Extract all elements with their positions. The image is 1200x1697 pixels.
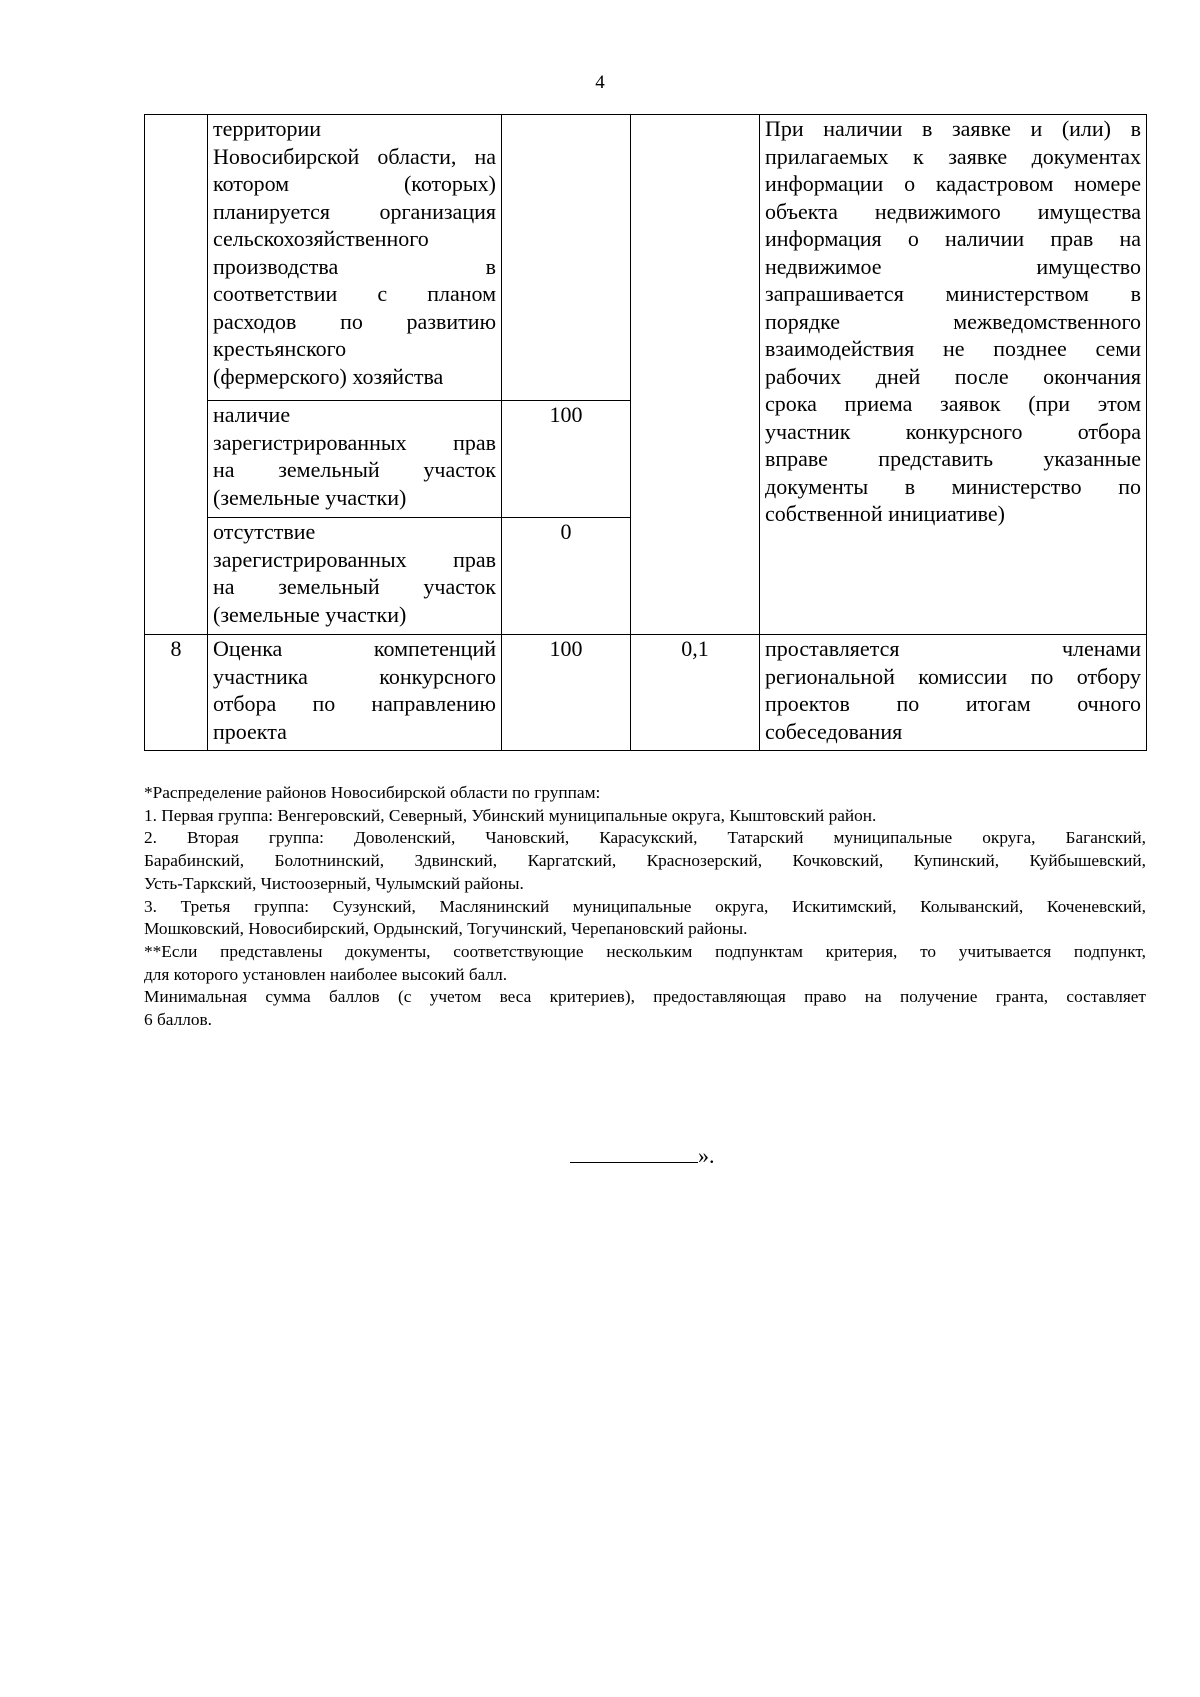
document-ending [570, 1142, 715, 1169]
cell-subcriterion: наличие зарегистрированных прав на земельный участок (земельные участки) [208, 401, 502, 518]
cell-criterion: Оценка компетенций участника конкурсного отбора по направлению проекта [208, 635, 502, 751]
footnote-group-2: 2. Вторая группа: Доволенский, Чановский, Карасукский, Татарский муниципальные округа, Баганский, Барабинский, Болотнинский, Здвинский, Каргатский, Краснозерский, Кочковский, Купинский, Куйбышевский, Усть-Таркский, Чистоозерный, Чулымский районы. [144, 828, 1146, 893]
cell-note: проставляется членами региональной комиссии по отбору проектов по итогам очного собеседования [760, 635, 1147, 751]
cell-weight: 0,1 [631, 635, 760, 751]
table-row [145, 115, 1147, 401]
footnotes [144, 782, 1146, 1032]
cell-note-continued: При наличии в заявке и (или) в прилагаемых к заявке документах информации о кадастровом номере объекта недвижимого имущества информация о наличии прав на недвижимое имущество запрашивается министерством в порядке межведомственного взаимодействия не позднее семи рабочих дней после окончания срока приема заявок (при этом участник конкурсного отбора вправе представить указанные документы в министерство по собственной инициативе) [760, 115, 1147, 635]
footnote-group-1: 1. Первая группа: Венгеровский, Северный, Убинский муниципальные округа, Кыштовский район. [144, 805, 877, 825]
signature-line [570, 1142, 698, 1163]
cell-score-empty [502, 115, 631, 401]
footnote-minimum-score: Минимальная сумма баллов (с учетом веса критериев), предоставляющая право на получение гранта, составляет 6 баллов. [144, 987, 1146, 1030]
cell-score: 100 [502, 635, 631, 751]
criteria-table [144, 114, 1147, 751]
cell-number: 8 [145, 635, 208, 751]
cell-criterion-continued: территории Новосибирской области, на котором (которых) планируется организация сельскохозяйственного производства в соответствии с планом расходов по развитию крестьянского (фермерского) хозяйства [208, 115, 502, 401]
cell-subcriterion: отсутствие зарегистрированных прав на земельный участок (земельные участки) [208, 518, 502, 635]
closing-quote: ». [698, 1143, 715, 1168]
page-number: 4 [595, 72, 605, 93]
cell-score: 0 [502, 518, 631, 635]
table-row [145, 635, 1147, 751]
footnote-heading: *Распределение районов Новосибирской области по группам: [144, 783, 601, 802]
cell-weight-empty [631, 115, 760, 635]
footnote-double-star: **Если представлены документы, соответствующие нескольким подпунктам критерия, то учитывается подпункт, для которого установлен наиболее высокий балл. [144, 941, 1146, 984]
cell-number-empty [145, 115, 208, 635]
cell-score: 100 [502, 401, 631, 518]
footnote-group-3: 3. Третья группа: Сузунский, Маслянинский муниципальные округа, Искитимский, Колыванский, Коченевский, Мошковский, Новосибирский, Ордынский, Тогучинский, Черепановский районы. [144, 896, 1146, 939]
